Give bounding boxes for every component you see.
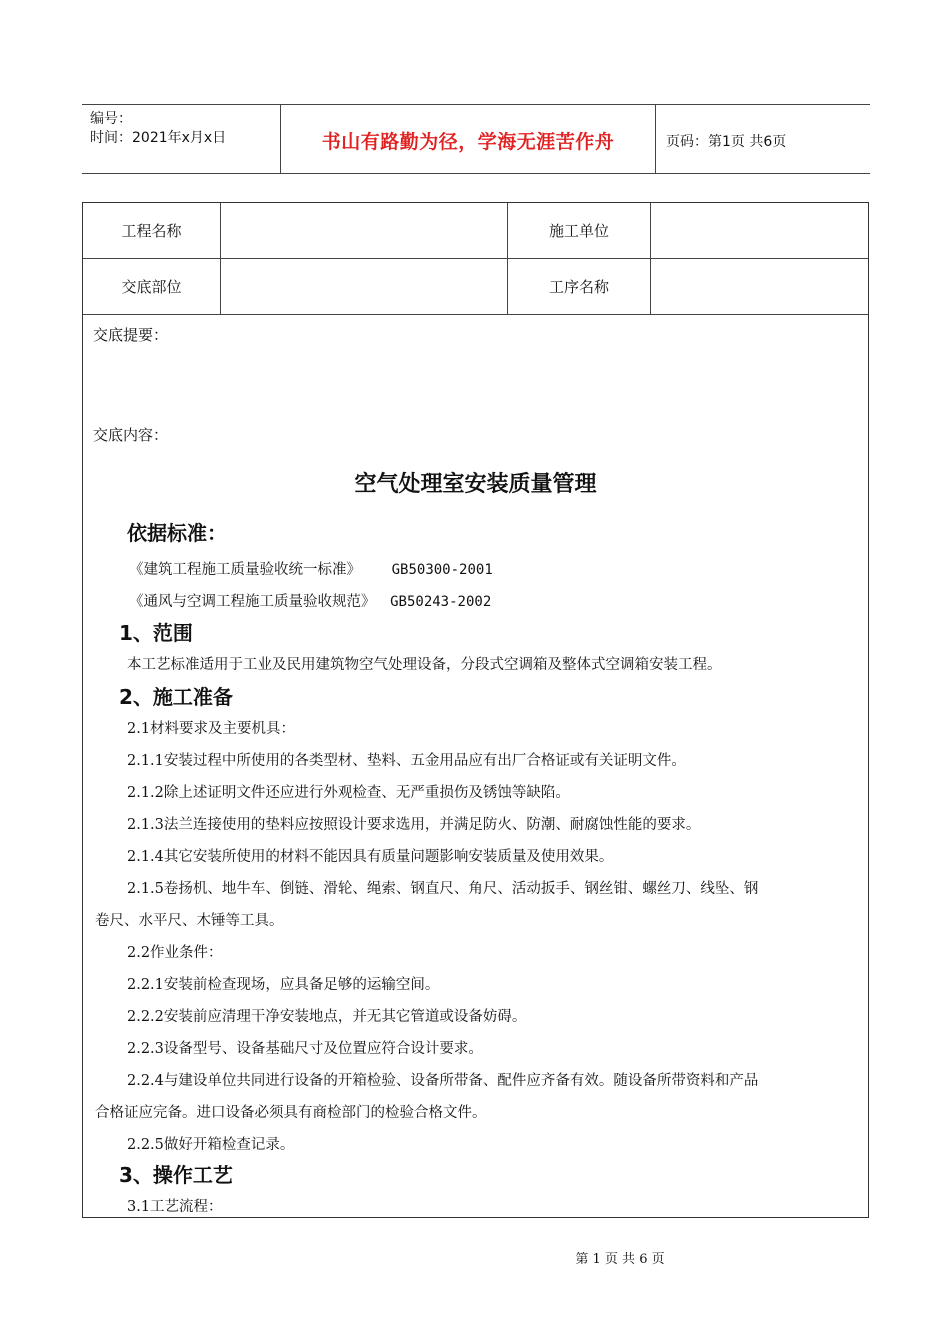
standard-1	[129, 558, 493, 579]
disclosure-form	[82, 202, 869, 1218]
construction-unit-value	[651, 203, 868, 258]
form-row-2	[83, 259, 868, 315]
paragraph-2-2-2: 2.2.2安装前应清理干净安装地点，并无其它管道或设备妨碍。	[127, 1009, 527, 1025]
process-name-label: 工序名称	[548, 278, 609, 296]
content-label: 交底内容：	[93, 426, 169, 444]
standard-2-name: 《通风与空调工程施工质量验收规范》	[129, 594, 376, 610]
document-number-label: 编号：	[90, 111, 132, 127]
paragraph-2-2-3: 2.2.3设备型号、设备基础尺寸及位置应符合设计要求。	[127, 1041, 483, 1057]
paragraph-2-2-4-line-2: 合格证应完备。进口设备必须具有商检部门的检验合格文件。	[95, 1105, 487, 1121]
paragraph-2-2: 2.2作业条件：	[127, 945, 223, 961]
paragraph-3-1: 3.1工艺流程：	[127, 1199, 223, 1215]
paragraph-2-1: 2.1材料要求及主要机具：	[127, 721, 296, 737]
document-title: 空气处理室安装质量管理	[354, 472, 597, 497]
paragraph-2-2-1: 2.2.1安装前检查现场，应具备足够的运输空间。	[127, 977, 440, 993]
paragraph-2-2-4-line-1: 2.2.4与建设单位共同进行设备的开箱检验、设备所带备、配件应齐备有效。随设备所带资料和产品	[127, 1073, 759, 1089]
project-name-label: 工程名称	[121, 222, 182, 240]
document-time-label: 时间：2021年x月x日	[90, 130, 227, 146]
header-page-number: 页码：第1页 共6页	[666, 134, 787, 150]
header-motto: 书山有路勤为径，学海无涯苦作舟	[321, 131, 615, 153]
standard-1-name: 《建筑工程施工质量验收统一标准》	[129, 562, 361, 578]
summary-label: 交底提要：	[93, 326, 169, 344]
process-name-value	[651, 259, 868, 314]
paragraph-2-2-5: 2.2.5做好开箱检查记录。	[127, 1137, 295, 1153]
construction-unit-label: 施工单位	[548, 222, 609, 240]
section-1-text: 本工艺标准适用于工业及民用建筑物空气处理设备，分段式空调箱及整体式空调箱安装工程。	[127, 657, 722, 673]
paragraph-2-1-5-line-2: 卷尺、水平尺、木锤等工具。	[95, 913, 284, 929]
disclosure-part-label: 交底部位	[121, 278, 182, 296]
header-motto-cell	[280, 105, 656, 173]
form-row-1	[83, 203, 868, 259]
standard-2	[129, 590, 491, 611]
paragraph-2-1-5-line-1: 2.1.5卷扬机、地牛车、倒链、滑轮、绳索、钢直尺、角尺、活动扳手、钢丝钳、螺丝刀、线坠、钢	[127, 881, 759, 897]
standard-1-code: GB50300-2001	[391, 562, 493, 578]
section-3-heading: 3、操作工艺	[119, 1163, 233, 1187]
header-page-cell	[656, 105, 870, 173]
page-footer: 第 1 页 共 6 页	[575, 1252, 665, 1267]
paragraph-2-1-1: 2.1.1安装过程中所使用的各类型材、垫料、五金用品应有出厂合格证或有关证明文件。	[127, 753, 686, 769]
disclosure-part-value	[221, 259, 507, 314]
paragraph-2-1-3: 2.1.3法兰连接使用的垫料应按照设计要求选用，并满足防火、防潮、耐腐蚀性能的要求。	[127, 817, 701, 833]
standard-2-code: GB50243-2002	[390, 594, 492, 610]
document-header	[82, 104, 870, 174]
header-info-cell	[82, 105, 280, 173]
project-name-value	[221, 203, 507, 258]
section-1-heading: 1、范围	[119, 621, 193, 645]
basis-heading: 依据标准：	[127, 521, 227, 545]
paragraph-2-1-2: 2.1.2除上述证明文件还应进行外观检查、无严重损伤及锈蚀等缺陷。	[127, 785, 570, 801]
paragraph-2-1-4: 2.1.4其它安装所使用的材料不能因具有质量问题影响安装质量及使用效果。	[127, 849, 614, 865]
section-2-heading: 2、施工准备	[119, 685, 233, 709]
